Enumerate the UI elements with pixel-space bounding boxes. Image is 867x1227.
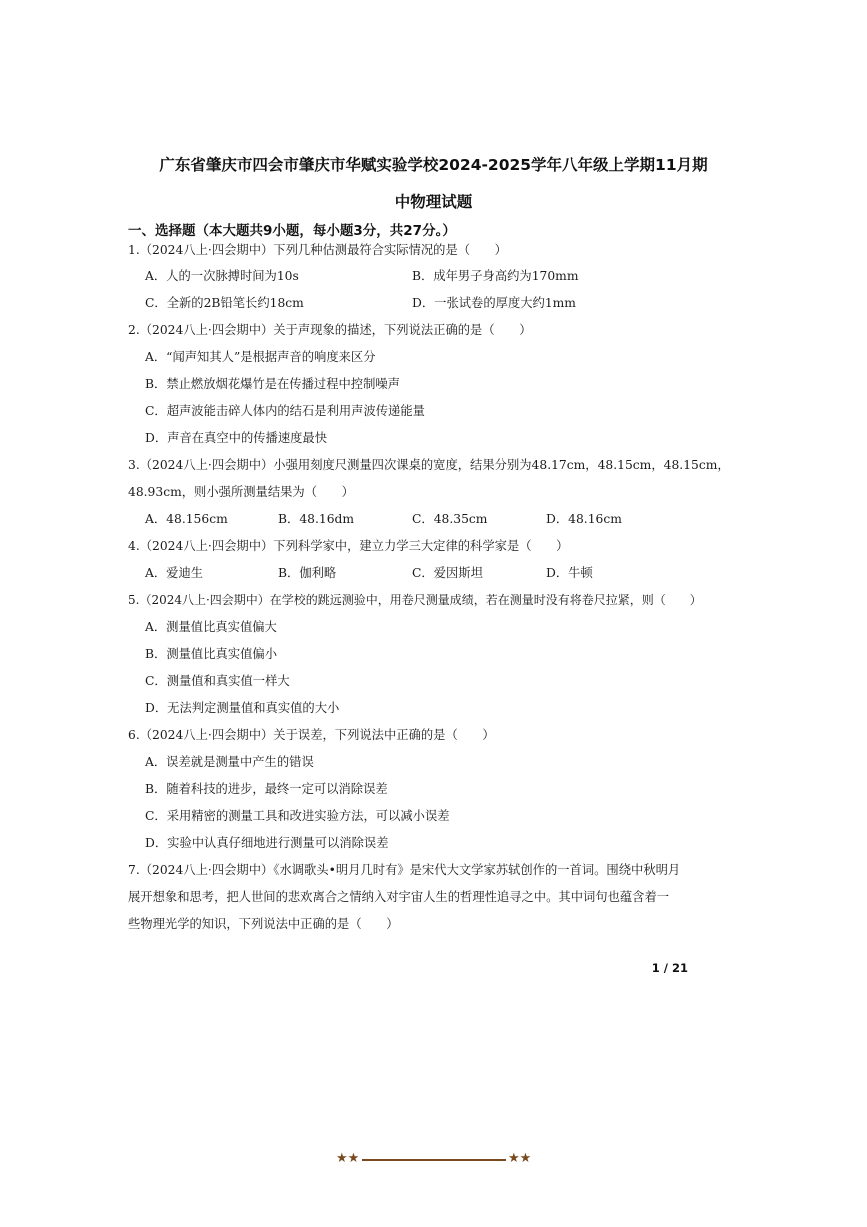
- question-4-option-a: A．爱迪生: [145, 566, 204, 580]
- question-2-option-b: B．禁止燃放烟花爆竹是在传播过程中控制噪声: [145, 377, 400, 391]
- question-6-option-b: B．随着科技的进步，最终一定可以消除误差: [145, 782, 388, 796]
- question-1-option-c: C．全新的2B铅笔长约18cm: [145, 296, 304, 310]
- question-5-option-c: C．测量值和真实值一样大: [145, 674, 290, 688]
- question-6-option-d: D．实验中认真仔细地进行测量可以消除误差: [145, 836, 389, 850]
- question-7-stem-line-3: 些物理光学的知识，下列说法中正确的是（ ）: [128, 917, 399, 931]
- footer-rule: [362, 1159, 506, 1161]
- page-number: 1 / 21: [651, 961, 688, 975]
- footer-stars-right-icon: ★★: [508, 1151, 532, 1166]
- question-6-stem: 6.（2024八上·四会期中）关于误差，下列说法中正确的是（ ）: [128, 728, 495, 742]
- footer-decoration: [336, 1151, 532, 1169]
- question-1-stem: 1.（2024八上·四会期中）下列几种估测最符合实际情况的是（ ）: [128, 243, 507, 257]
- question-5-option-a: A．测量值比真实值偏大: [145, 620, 277, 634]
- question-7-stem-line-2: 展开想象和思考，把人世间的悲欢离合之情纳入对宇宙人生的哲理性追寻之中。其中词句也蕴含着一: [128, 890, 670, 904]
- question-4-stem: 4.（2024八上·四会期中）下列科学家中，建立力学三大定律的科学家是（ ）: [128, 539, 569, 553]
- question-7-stem-line-1: 7.（2024八上·四会期中）《水调歌头•明月几时有》是宋代大文学家苏轼创作的一首词。围绕中秋明月: [128, 863, 681, 877]
- question-1-option-a: A．人的一次脉搏时间为10s: [145, 269, 299, 283]
- question-4-option-b: B．伽利略: [278, 566, 337, 580]
- question-2-stem: 2.（2024八上·四会期中）关于声现象的描述，下列说法正确的是（ ）: [128, 323, 532, 337]
- question-3-option-a: A．48.156cm: [145, 512, 228, 526]
- question-2-option-c: C．超声波能击碎人体内的结石是利用声波传递能量: [145, 404, 425, 418]
- exam-title-line-1: 广东省肇庆市四会市肇庆市华赋实验学校2024-2025学年八年级上学期11月期: [159, 156, 708, 174]
- question-4-option-c: C．爱因斯坦: [412, 566, 483, 580]
- question-2-option-d: D．声音在真空中的传播速度最快: [145, 431, 328, 445]
- question-3-stem-line-2: 48.93cm，则小强所测量结果为（ ）: [128, 485, 354, 499]
- question-4-option-d: D．牛顿: [546, 566, 593, 580]
- question-3-option-b: B．48.16dm: [278, 512, 355, 526]
- question-3-option-d: D．48.16cm: [546, 512, 622, 526]
- question-2-option-a: A．“闻声知其人”是根据声音的响度来区分: [145, 350, 376, 364]
- question-6-option-a: A．误差就是测量中产生的错误: [145, 755, 314, 769]
- question-5-option-d: D．无法判定测量值和真实值的大小: [145, 701, 340, 715]
- question-3-stem-line-1: 3.（2024八上·四会期中）小强用刻度尺测量四次课桌的宽度，结果分别为48.17cm，48.15cm，48.15cm，: [128, 458, 730, 472]
- question-6-option-c: C．采用精密的测量工具和改进实验方法，可以减小误差: [145, 809, 450, 823]
- footer-stars-left-icon: ★★: [336, 1151, 360, 1166]
- question-5-stem: 5.（2024八上·四会期中）在学校的跳远测验中，用卷尺测量成绩，若在测量时没有将卷尺拉紧，则（ ）: [128, 593, 702, 607]
- exam-title-line-2: 中物理试题: [394, 193, 473, 211]
- question-1-option-d: D．一张试卷的厚度大约1mm: [412, 296, 576, 310]
- question-5-option-b: B．测量值比真实值偏小: [145, 647, 278, 661]
- question-3-option-c: C．48.35cm: [412, 512, 488, 526]
- question-1-option-b: B．成年男子身高约为170mm: [412, 269, 579, 283]
- section-heading-choice: 一、选择题（本大题共9小题，每小题3分，共27分。）: [128, 223, 456, 239]
